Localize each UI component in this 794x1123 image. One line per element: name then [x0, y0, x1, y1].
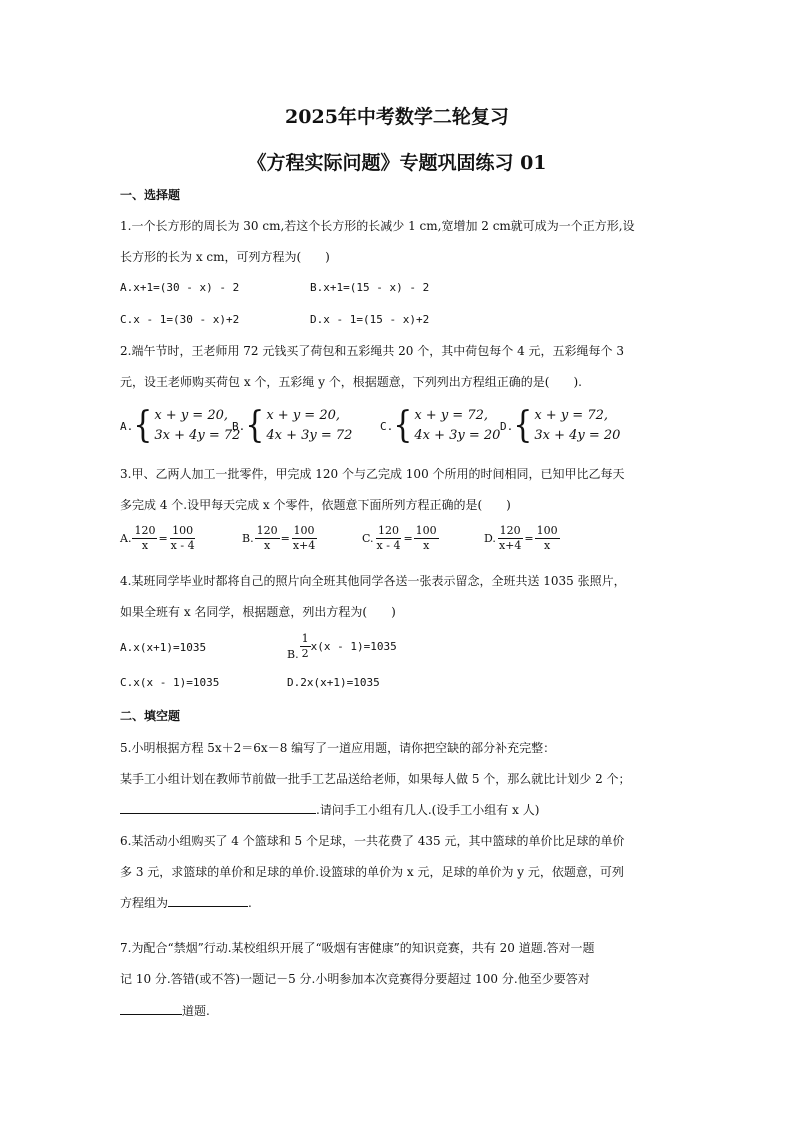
- question-3-option-a: [120, 524, 197, 553]
- left-brace-icon: {: [245, 404, 265, 447]
- numerator: 100: [172, 524, 194, 537]
- question-7-line-3-text: 道题.: [182, 1004, 210, 1018]
- question-4-option-d: D.2x(x+1)=1035: [287, 676, 380, 689]
- question-2-option-d: [500, 406, 620, 446]
- left-brace-icon: {: [513, 404, 533, 447]
- equation: 4x + 3y = 20: [414, 428, 501, 443]
- numerator: 120: [377, 524, 399, 537]
- denominator: x: [141, 539, 149, 552]
- equation: x + y = 72,: [534, 408, 609, 423]
- denominator: 2: [301, 647, 309, 660]
- question-4-line-1: 4.某班同学毕业时都将自己的照片向全班其他同学各送一张表示留念，全班共送 1035 张照片，: [120, 574, 626, 588]
- equation: 4x + 3y = 72: [266, 428, 353, 443]
- option-label: B.: [242, 532, 254, 545]
- option-label: B.: [232, 419, 246, 433]
- question-6-line-3: [120, 894, 252, 911]
- question-1-option-d: D.x - 1=(15 - x)+2: [310, 313, 430, 326]
- option-label: D.: [484, 532, 496, 545]
- numerator: 1: [301, 632, 309, 645]
- period: .: [248, 896, 252, 910]
- question-6-line-2: 多 3 元，求篮球的单价和足球的单价.设篮球的单价为 x 元，足球的单价为 y 元，依题意，可列: [120, 865, 624, 879]
- question-3-option-c: [362, 524, 439, 553]
- equation: x + y = 72,: [414, 408, 489, 423]
- equation: 3x + 4y = 72: [154, 428, 241, 443]
- question-4-option-a: A.x(x+1)=1035: [120, 641, 207, 654]
- question-1-line-1: 1.一个长方形的周长为 30 cm,若这个长方形的长减少 1 cm,宽增加 2 cm就可成为一个正方形,设: [120, 219, 635, 233]
- equals-sign: =: [524, 532, 534, 545]
- question-3-line-2: 多完成 4 个.设甲每天完成 x 个零件，依题意下面所列方程正确的是( ): [120, 498, 511, 512]
- left-brace-icon: {: [393, 404, 413, 447]
- question-1-option-c: C.x - 1=(30 - x)+2: [120, 313, 240, 326]
- numerator: 120: [134, 524, 156, 537]
- option-label: A.: [120, 419, 134, 433]
- numerator: 100: [293, 524, 315, 537]
- left-brace-icon: {: [133, 404, 153, 447]
- question-4-option-c: C.x(x - 1)=1035: [120, 676, 220, 689]
- question-4-line-2: 如果全班有 x 名同学，根据题意，列出方程为( ): [120, 605, 396, 619]
- question-1-option-a: A.x+1=(30 - x) - 2: [120, 281, 240, 294]
- denominator: x: [263, 539, 271, 552]
- equals-sign: =: [158, 532, 168, 545]
- equation: x + y = 20,: [266, 408, 341, 423]
- equals-sign: =: [280, 532, 290, 545]
- document-subtitle: 《方程实际问题》专题巩固练习 01: [247, 152, 547, 174]
- equation: 3x + 4y = 20: [534, 428, 621, 443]
- numerator: 100: [415, 524, 437, 537]
- option-label: D.: [500, 419, 514, 433]
- question-6-line-1: 6.某活动小组购买了 4 个篮球和 5 个足球，一共花费了 435 元，其中篮球的单价比足球的单价: [120, 834, 625, 848]
- question-3-option-d: [484, 524, 560, 553]
- question-2-option-c: [380, 406, 500, 446]
- denominator: x: [543, 539, 551, 552]
- question-5-line-2: 某手工小组计划在教师节前做一批手工艺品送给老师，如果每人做 5 个，那么就比计划少 2 个；: [120, 772, 631, 786]
- option-text: x(x - 1)=1035: [310, 640, 397, 653]
- question-5-line-3-text: .请问手工小组有几人.(设手工小组有 x 人): [316, 803, 540, 817]
- section-heading-fill: 二、填空题: [120, 709, 181, 723]
- equals-sign: =: [403, 532, 413, 545]
- numerator: 120: [499, 524, 521, 537]
- question-2-option-a: [120, 406, 240, 446]
- question-7-line-1: 7.为配合“禁烟”行动.某校组织开展了“吸烟有害健康”的知识竞赛，共有 20 道题.答对一题: [120, 941, 595, 955]
- question-5-line-3: [120, 801, 539, 818]
- equation: x + y = 20,: [154, 408, 229, 423]
- option-label: B.: [287, 648, 299, 661]
- option-label: C.: [380, 419, 394, 433]
- numerator: 100: [536, 524, 558, 537]
- answer-blank[interactable]: [120, 801, 316, 814]
- denominator: x+4: [498, 539, 522, 552]
- answer-blank[interactable]: [120, 1002, 182, 1015]
- question-3-line-1: 3.甲、乙两人加工一批零件，甲完成 120 个与乙完成 100 个所用的时间相同，已知甲比乙每天: [120, 467, 625, 481]
- option-label: C.: [362, 532, 374, 545]
- question-7-line-3: [120, 1002, 210, 1019]
- section-heading-choice: 一、选择题: [120, 188, 181, 202]
- denominator: x: [423, 539, 430, 552]
- question-1-option-b: B.x+1=(15 - x) - 2: [310, 281, 430, 294]
- denominator: x+4: [292, 539, 316, 552]
- question-1-line-2: 长方形的长为 x cm，可列方程为( ): [120, 250, 330, 264]
- document-title: 2025年中考数学二轮复习: [285, 106, 509, 128]
- question-2-line-1: 2.端午节时，王老师用 72 元钱买了荷包和五彩绳共 20 个，其中荷包每个 4 元，五彩绳每个 3: [120, 344, 624, 358]
- question-4-option-b: [287, 632, 397, 661]
- numerator: 120: [256, 524, 278, 537]
- question-6-line-3-text: 方程组为: [120, 896, 169, 910]
- question-2-line-2: 元，设王老师购买荷包 x 个，五彩绳 y 个，根据题意，下列列出方程组正确的是( ).: [120, 375, 582, 389]
- question-3-option-b: [242, 524, 317, 553]
- question-7-line-2: 记 10 分.答错(或不答)一题记－5 分.小明参加本次竞赛得分要超过 100 分.他至少要答对: [120, 972, 590, 986]
- question-5-line-1: 5.小明根据方程 5x＋2＝6x－8 编写了一道应用题，请你把空缺的部分补充完整：: [120, 741, 556, 755]
- option-label: A.: [120, 532, 132, 545]
- answer-blank[interactable]: [168, 894, 248, 907]
- denominator: x - 4: [376, 539, 401, 552]
- denominator: x - 4: [170, 539, 195, 552]
- question-2-option-b: [232, 406, 352, 446]
